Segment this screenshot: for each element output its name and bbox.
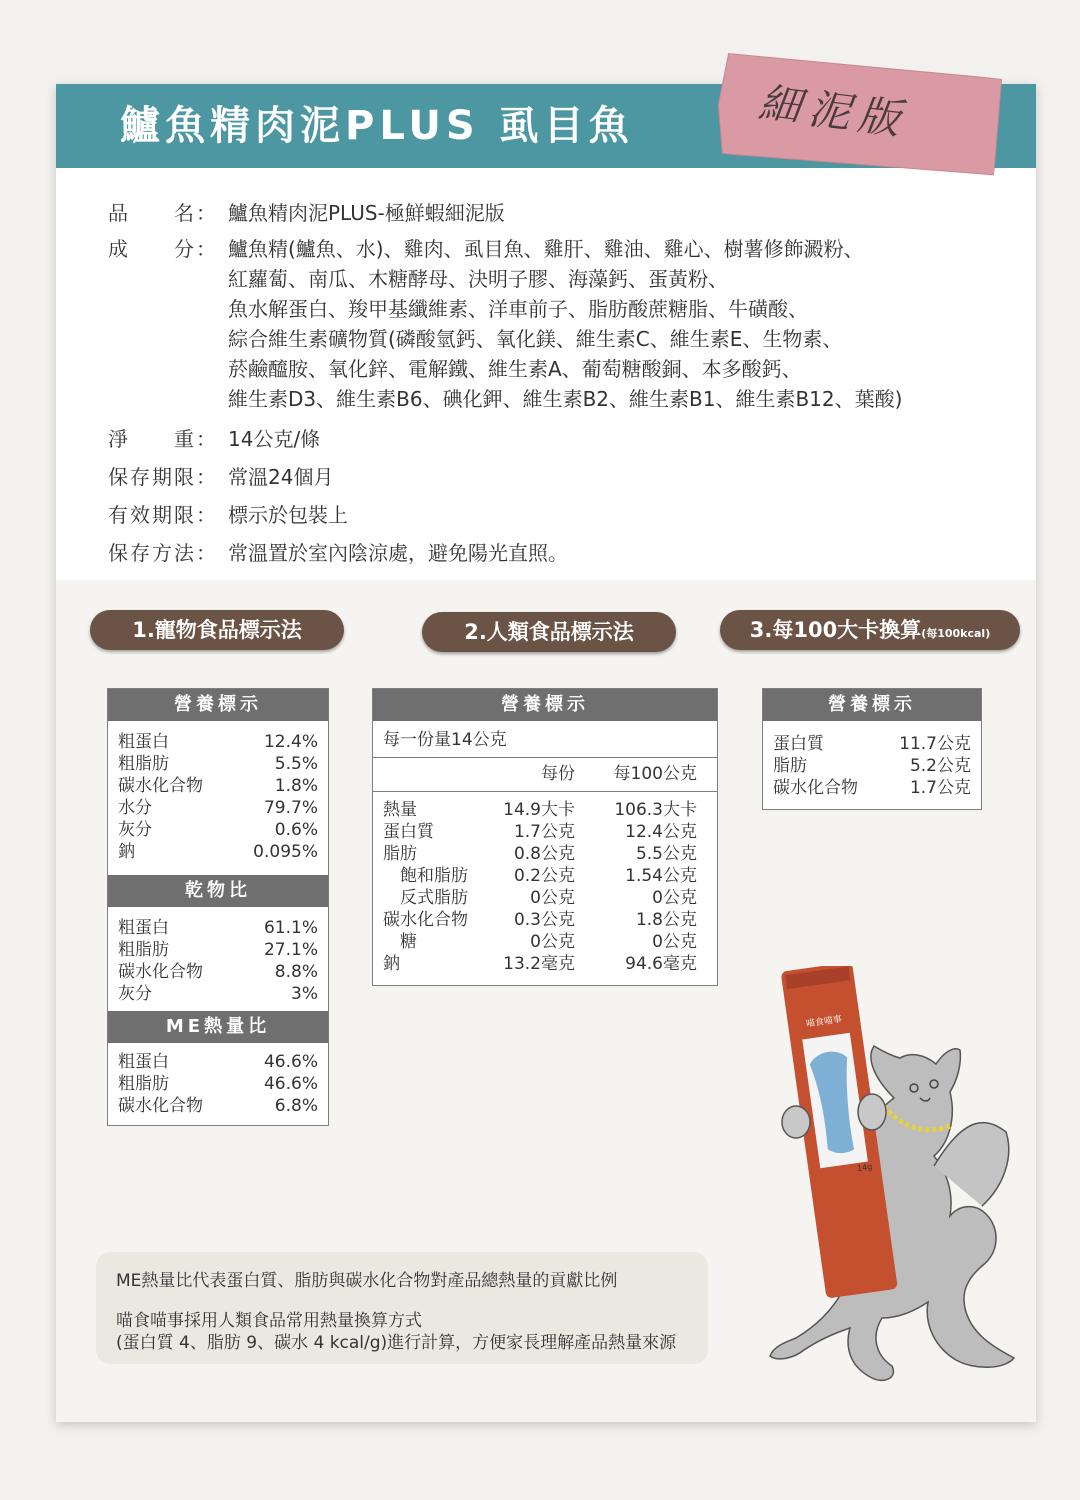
divider	[373, 757, 717, 758]
row-label: 蛋白質	[383, 822, 434, 842]
row-label: 飽和脂肪	[383, 866, 468, 886]
row-value: 61.1%	[263, 918, 318, 938]
row-value: 14.9大卡	[503, 800, 575, 820]
info-value: 魚水解蛋白、羧甲基纖維素、洋車前子、脂肪酸蔗糖脂、牛磺酸、	[228, 297, 808, 321]
info-value: 菸鹼醯胺、氧化鋅、電解鐵、維生素A、葡萄糖酸銅、本多酸鈣、	[228, 357, 802, 381]
row-label: 糖	[383, 932, 417, 952]
row-value: 5.5公克	[635, 844, 697, 864]
section-human-label: 2.人類食品標示法	[422, 612, 676, 652]
row-label: 灰分	[118, 984, 152, 1004]
product-info-card	[56, 77, 1036, 1422]
row-value: 1.54公克	[625, 866, 697, 886]
table-title: 營養標示	[763, 689, 981, 721]
info-key: 淨 重：	[108, 427, 218, 451]
row-value: 6.8%	[274, 1096, 318, 1116]
row-value: 0.095%	[253, 842, 318, 862]
divider	[373, 791, 717, 792]
table-row	[773, 755, 971, 777]
info-value: 常溫置於室內陰涼處，避免陽光直照。	[228, 541, 568, 565]
table-row	[383, 931, 707, 953]
dry-matter-title: 乾物比	[108, 875, 328, 907]
section-kcal-label	[720, 610, 1020, 650]
table-row	[383, 887, 707, 909]
pet-nutrition-table	[107, 688, 329, 1126]
row-label: 粗蛋白	[118, 918, 169, 938]
row-label: 蛋白質	[773, 734, 824, 754]
pouch-weight: 14g	[856, 1162, 873, 1174]
row-value: 1.7公克	[909, 778, 971, 798]
note-line-3: (蛋白質 4、脂肪 9、碳水 4 kcal/g)進行計算，方便家長理解產品熱量來源	[116, 1333, 677, 1353]
row-label: 熱量	[383, 800, 417, 820]
row-value: 0公克	[652, 932, 697, 952]
table-row	[383, 865, 707, 887]
row-label: 鈉	[118, 842, 135, 862]
info-value: 常溫24個月	[228, 465, 334, 489]
table-row	[383, 953, 707, 975]
section-kcal-text: 3.每100大卡換算	[749, 618, 922, 642]
row-value: 8.8%	[274, 962, 318, 982]
row-value: 79.7%	[263, 798, 318, 818]
tag-text: 細泥版	[755, 77, 911, 145]
info-value: 紅蘿蔔、南瓜、木糖酵母、決明子膠、海藻鈣、蛋黃粉、	[228, 267, 728, 291]
table-row	[118, 819, 318, 841]
info-key: 成 分：	[108, 237, 218, 261]
row-value: 1.8公克	[635, 910, 697, 930]
row-label: 灰分	[118, 820, 152, 840]
table-row	[383, 909, 707, 931]
info-value: 維生素D3、維生素B6、碘化鉀、維生素B2、維生素B1、維生素B12、葉酸)	[228, 387, 903, 411]
row-label: 水分	[118, 798, 152, 818]
table-row	[118, 1073, 318, 1095]
table-row	[118, 841, 318, 863]
table-row	[118, 753, 318, 775]
table-row	[118, 775, 318, 797]
me-ratio-title: ME熱量比	[108, 1011, 328, 1043]
row-value: 0公克	[530, 932, 575, 952]
row-value: 3%	[291, 984, 318, 1004]
row-label: 粗蛋白	[118, 732, 169, 752]
human-nutrition-table	[372, 688, 718, 986]
note-line-1: ME熱量比代表蛋白質、脂肪與碳水化合物對產品總熱量的貢獻比例	[116, 1271, 618, 1291]
row-value: 46.6%	[263, 1074, 318, 1094]
product-title: 鱸魚精肉泥PLUS 虱目魚	[120, 103, 634, 149]
kcal-nutrition-table	[762, 688, 982, 810]
info-key: 保存方法：	[108, 541, 218, 565]
table-title: 營養標示	[373, 689, 717, 721]
info-key: 保存期限：	[108, 465, 218, 489]
row-value: 1.8%	[274, 776, 318, 796]
row-label: 粗蛋白	[118, 1052, 169, 1072]
row-value: 0.6%	[274, 820, 318, 840]
table-row	[118, 983, 318, 1005]
table-row	[118, 961, 318, 983]
row-label: 反式脂肪	[383, 888, 468, 908]
table-row	[383, 799, 707, 821]
table-row	[118, 731, 318, 753]
row-label: 粗脂肪	[118, 754, 169, 774]
row-label: 碳水化合物	[118, 1096, 203, 1116]
row-value: 12.4%	[263, 732, 318, 752]
row-value: 12.4公克	[625, 822, 697, 842]
info-value: 14公克/條	[228, 427, 321, 451]
column-header	[383, 763, 707, 785]
serving-text: 每一份量14公克	[383, 730, 507, 750]
table-row	[118, 1051, 318, 1073]
row-value: 13.2毫克	[503, 954, 575, 974]
explanation-note	[96, 1252, 708, 1364]
serving-size	[383, 729, 707, 751]
info-key: 品 名：	[108, 201, 218, 225]
row-label: 鈉	[383, 954, 400, 974]
row-value: 0.2公克	[513, 866, 575, 886]
col-per-100g: 每100公克	[613, 764, 697, 784]
col-per-serving: 每份	[541, 764, 575, 784]
section-kcal-unit: (每100kcal)	[921, 627, 991, 640]
row-label: 碳水化合物	[773, 778, 858, 798]
row-value: 0.3公克	[513, 910, 575, 930]
row-label: 碳水化合物	[118, 776, 203, 796]
note-line-2: 喵食喵事採用人類食品常用熱量換算方式	[116, 1311, 422, 1331]
row-value: 0公克	[530, 888, 575, 908]
info-key: 有效期限：	[108, 503, 218, 527]
row-value: 46.6%	[263, 1052, 318, 1072]
row-label: 脂肪	[383, 844, 417, 864]
section-pet-label: 1.寵物食品標示法	[90, 610, 344, 650]
row-label: 粗脂肪	[118, 1074, 169, 1094]
table-row	[118, 797, 318, 819]
row-label: 碳水化合物	[383, 910, 468, 930]
cat-illustration	[724, 966, 1024, 1412]
row-value: 27.1%	[263, 940, 318, 960]
row-value: 1.7公克	[513, 822, 575, 842]
info-value: 鱸魚精(鱸魚、水)、雞肉、虱目魚、雞肝、雞油、雞心、樹薯修飾澱粉、	[228, 237, 864, 261]
row-value: 5.2公克	[909, 756, 971, 776]
info-value: 鱸魚精肉泥PLUS-極鮮蝦細泥版	[228, 201, 505, 225]
row-label: 脂肪	[773, 756, 807, 776]
table-row	[118, 917, 318, 939]
row-value: 0公克	[652, 888, 697, 908]
nutrition-section	[56, 580, 1036, 1422]
info-value: 綜合維生素礦物質(磷酸氫鈣、氧化鎂、維生素C、維生素E、生物素、	[228, 327, 843, 351]
table-title: 營養標示	[108, 689, 328, 721]
row-value: 94.6毫克	[625, 954, 697, 974]
row-label: 碳水化合物	[118, 962, 203, 982]
row-value: 106.3大卡	[614, 800, 697, 820]
table-row	[118, 939, 318, 961]
row-value: 0.8公克	[513, 844, 575, 864]
table-row	[773, 733, 971, 755]
table-row	[773, 777, 971, 799]
row-value: 5.5%	[274, 754, 318, 774]
row-value: 11.7公克	[899, 734, 971, 754]
row-label: 粗脂肪	[118, 940, 169, 960]
table-row	[383, 843, 707, 865]
pouch-brand: 喵食喵事	[805, 1014, 843, 1030]
table-row	[118, 1095, 318, 1117]
table-row	[383, 821, 707, 843]
info-value: 標示於包裝上	[228, 503, 348, 527]
